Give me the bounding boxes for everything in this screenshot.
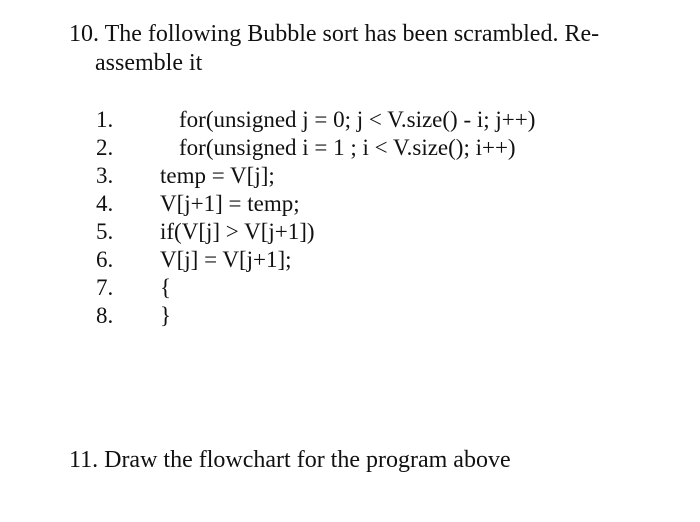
code-line-number: 2. bbox=[96, 135, 114, 160]
code-line-text: for(unsigned i = 1 ; i < V.size(); i++) bbox=[179, 135, 516, 160]
code-line-number: 6. bbox=[96, 247, 114, 272]
code-line-number: 4. bbox=[96, 191, 114, 216]
code-line-number: 3. bbox=[96, 163, 114, 188]
question-11-prompt: 11. Draw the flowchart for the program above bbox=[69, 447, 511, 473]
code-line-number: 5. bbox=[96, 219, 114, 244]
question-10-prompt-line1: 10. The following Bubble sort has been scrambled. Re- bbox=[69, 21, 600, 47]
code-line-text: } bbox=[160, 303, 172, 328]
code-line-text: if(V[j] > V[j+1]) bbox=[160, 219, 315, 244]
code-line-text: for(unsigned j = 0; j < V.size() - i; j++) bbox=[179, 107, 536, 132]
code-line-text: V[j] = V[j+1]; bbox=[160, 247, 292, 272]
code-line-number: 1. bbox=[96, 107, 114, 132]
code-line-text: V[j+1] = temp; bbox=[160, 191, 300, 216]
code-line-text: temp = V[j]; bbox=[160, 163, 275, 188]
question-10-prompt-line2: assemble it bbox=[95, 50, 203, 76]
code-line-number: 7. bbox=[96, 275, 114, 300]
code-line-number: 8. bbox=[96, 303, 114, 328]
code-line-text: { bbox=[160, 275, 172, 300]
